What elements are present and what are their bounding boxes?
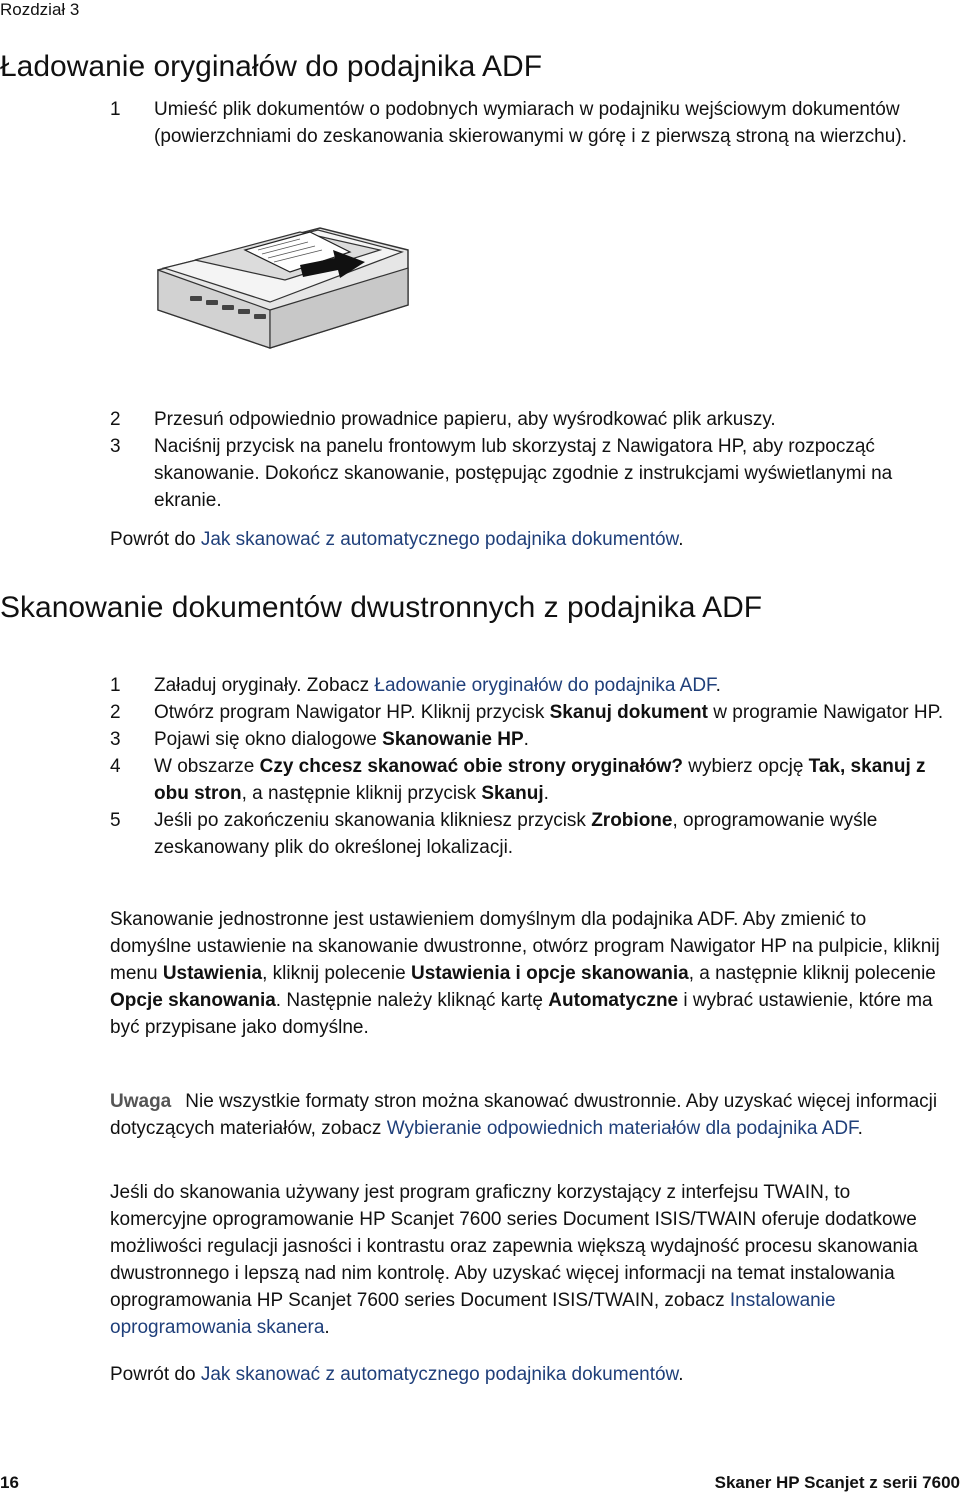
note-text: Nie wszystkie formaty stron można skanować dwustronnie. Aby uzyskać więcej informacji dotyczących materiałów, zobacz [110,1091,938,1139]
step-text: . [523,729,529,750]
step-text: Umieść plik dokumentów o podobnych wymiarach w podajniku wejściowym dokumentów (powierzchniami do zeskanowania skierowanymi w górę i z pierwszą stroną na wierzchu). [154,99,907,147]
back-link-paragraph-2 [110,1361,940,1388]
note-label: Uwaga [110,1091,172,1112]
bold-term: Ustawienia i opcje skanowania [411,963,689,984]
back-suffix: . [678,529,684,550]
list-item [110,96,910,150]
para-text: Jeśli do skanowania używany jest program graficzny korzystający z interfejsu TWAIN, to komercyjne oprogramowanie HP Scanjet 7600 series Document ISIS/TWAIN oferuje dodatkowe możliwości regulacji jasności i kontrastu oraz zapewnia większą wydajność procesu skanowania dwustronnego i lepszą nad nim kontrolę. Aby uzyskać więcej informacji na temat instalowania oprogramowania HP Scanjet 7600 series Document ISIS/TWAIN, zobacz [110,1182,918,1311]
step-text: Otwórz program Nawigator HP. Kliknij przycisk [154,702,550,723]
back-prefix: Powrót do [110,1364,201,1385]
bold-term: Skanowanie HP [382,729,524,750]
defaults-paragraph [110,906,940,1041]
para-end: . [324,1317,330,1338]
bold-term: Automatyczne [548,990,679,1011]
scanner-adf-illustration [150,210,415,355]
page-number: 16 [0,1473,19,1492]
footer-title: Skaner HP Scanjet z serii 7600 [714,1473,960,1492]
para-text: i wybrać ustawienie, które ma być przypisane jako domyślne. [110,990,933,1038]
list-item [110,433,950,514]
para-text: Skanowanie jednostronne jest ustawieniem domyślnym dla podajnika ADF. Aby zmienić to domyślne ustawienie na skanowanie dwustronne, otwórz program Nawigator HP na pulpicie, kliknij menu [110,909,940,984]
step-text: Przesuń odpowiednio prowadnice papieru, aby wyśrodkować plik arkuszy. [154,409,776,430]
list-item [110,672,950,699]
list-item [110,699,950,726]
twain-paragraph [110,1179,940,1341]
back-link-paragraph-1 [110,526,940,553]
step-text: Pojawi się okno dialogowe [154,729,383,750]
step-text: . [715,675,721,696]
step-number: 4 [110,756,121,777]
step-text: wybierz opcję [683,756,809,777]
bold-term: Ustawienia [162,963,263,984]
para-text: , a następnie kliknij polecenie [688,963,936,984]
section1-steps-b [110,406,950,514]
step-text: W obszarze [154,756,260,777]
section1-steps-a [110,96,910,150]
step-number: 5 [110,810,121,831]
note-end: . [857,1118,863,1139]
step-number: 1 [110,675,121,696]
list-item [110,406,950,433]
bold-term: Tak, skanuj z obu stron [154,756,926,804]
bold-term: Skanuj [481,783,544,804]
step-text: w programie Nawigator HP. [707,702,944,723]
back-prefix: Powrót do [110,529,201,550]
para-text: , kliknij polecenie [262,963,411,984]
section2-title: Skanowanie dokumentów dwustronnych z podajnika ADF [0,591,763,624]
back-link[interactable]: Jak skanować z automatycznego podajnika dokumentów [200,529,679,550]
list-item [110,753,950,807]
section1-title: Ładowanie oryginałów do podajnika ADF [0,50,543,83]
note-paragraph [110,1088,940,1142]
bold-term: Skanuj dokument [549,702,708,723]
step-text: , oprogramowanie wyśle zeskanowany plik do określonej lokalizacji. [154,810,878,858]
step-number: 2 [110,409,121,430]
chapter-header: Rozdział 3 [0,0,80,19]
step-text: Załaduj oryginały. Zobacz [154,675,375,696]
step-text: Jeśli po zakończeniu skanowania klikniesz przycisk [154,810,592,831]
back-suffix: . [678,1364,684,1385]
bold-term: Czy chcesz skanować obie strony oryginałów? [259,756,683,777]
step-number: 3 [110,729,121,750]
step-text: , a następnie kliknij przycisk [241,783,482,804]
para-text: . Następnie należy kliknąć kartę [275,990,549,1011]
list-item [110,726,950,753]
bold-term: Opcje skanowania [110,990,276,1011]
step-number: 2 [110,702,121,723]
step-text: Naciśnij przycisk na panelu frontowym lub skorzystaj z Nawigatora HP, aby rozpocząć skanowanie. Dokończ skanowanie, postępując zgodnie z instrukcjami wyświetlanymi na ekranie. [154,436,893,511]
back-link[interactable]: Jak skanować z automatycznego podajnika dokumentów [200,1364,679,1385]
step-number: 3 [110,436,121,457]
install-software-link[interactable]: Instalowanie oprogramowania skanera [110,1290,836,1338]
media-link[interactable]: Wybieranie odpowiednich materiałów dla podajnika ADF [386,1118,858,1139]
list-item [110,807,950,861]
section2-steps [110,672,950,861]
bold-term: Zrobione [591,810,673,831]
load-originals-link[interactable]: Ładowanie oryginałów do podajnika ADF [374,675,716,696]
step-text: . [543,783,549,804]
step-number: 1 [110,99,121,120]
